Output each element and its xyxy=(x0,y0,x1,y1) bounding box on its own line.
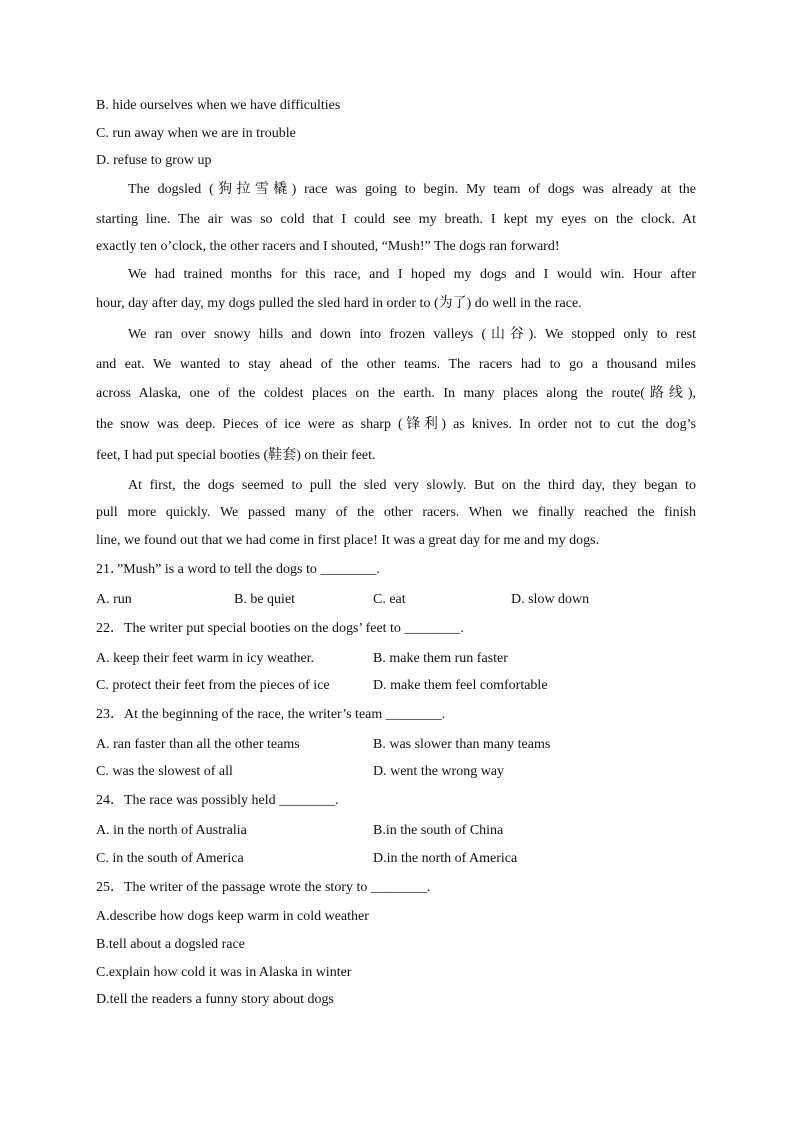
question-stem: 25．The writer of the passage wrote the story to ________. xyxy=(96,880,431,895)
option-b: B. be quiet xyxy=(234,592,296,607)
passage-line: At first, the dogs seemed to pull the sled very slowly. But on the third day, they began to xyxy=(128,478,696,493)
option-a: A. run xyxy=(96,592,132,607)
option-c: C. was the slowest of all xyxy=(96,764,233,779)
passage-line: The dogsled (狗拉雪橇) race was going to begin. My team of dogs was already at the xyxy=(128,182,696,197)
passage-line: hour, day after day, my dogs pulled the sled hard in order to (为了) do well in the race. xyxy=(96,296,582,311)
option-d: D.tell the readers a funny story about dogs xyxy=(96,992,334,1007)
prev-option-d: D. refuse to grow up xyxy=(96,153,212,168)
passage-line: pull more quickly. We passed many of the other racers. When we finally reached the finish xyxy=(96,505,696,520)
option-c: C. in the south of America xyxy=(96,851,244,866)
option-c: C. protect their feet from the pieces of ice xyxy=(96,678,330,693)
option-c: C. eat xyxy=(373,592,406,607)
question-stem: 21．”Mush” is a word to tell the dogs to ________. xyxy=(96,562,380,577)
prev-option-c: C. run away when we are in trouble xyxy=(96,126,296,141)
passage-line: We had trained months for this race, and I hoped my dogs and I would win. Hour after xyxy=(128,267,696,282)
passage-line: and eat. We wanted to stay ahead of the other teams. The racers had to go a thousand miles xyxy=(96,357,696,372)
passage-line: the snow was deep. Pieces of ice were as sharp (锋利) as knives. In order not to cut the dog’s xyxy=(96,417,696,432)
question-stem: 22．The writer put special booties on the dogs’ feet to ________. xyxy=(96,621,464,636)
passage-line: line, we found out that we had come in first place! It was a great day for me and my dogs. xyxy=(96,533,600,548)
passage-line: exactly ten o’clock, the other racers and I shouted, “Mush!” The dogs ran forward! xyxy=(96,239,560,254)
question-stem: 23．At the beginning of the race, the writer’s team ________. xyxy=(96,707,446,722)
option-d: D. went the wrong way xyxy=(373,764,505,779)
option-c: C.explain how cold it was in Alaska in winter xyxy=(96,965,352,980)
option-d: D.in the north of America xyxy=(373,851,518,866)
option-d: D. make them feel comfortable xyxy=(373,678,548,693)
option-d: D. slow down xyxy=(511,592,590,607)
option-b: B.in the south of China xyxy=(373,823,504,838)
question-stem: 24．The race was possibly held ________. xyxy=(96,793,339,808)
option-b: B.tell about a dogsled race xyxy=(96,937,245,952)
passage-line: starting line. The air was so cold that I could see my breath. I kept my eyes on the clock. At xyxy=(96,212,696,227)
option-a: A. in the north of Australia xyxy=(96,823,247,838)
option-b: B. make them run faster xyxy=(373,651,508,666)
prev-option-b: B. hide ourselves when we have difficulties xyxy=(96,98,341,113)
option-b: B. was slower than many teams xyxy=(373,737,551,752)
option-a: A.describe how dogs keep warm in cold weather xyxy=(96,909,369,924)
passage-line: We ran over snowy hills and down into frozen valleys (山谷). We stopped only to rest xyxy=(128,327,696,342)
option-a: A. keep their feet warm in icy weather. xyxy=(96,651,315,666)
option-a: A. ran faster than all the other teams xyxy=(96,737,300,752)
passage-line: across Alaska, one of the coldest places on the earth. In many places along the route(路线), xyxy=(96,386,696,401)
passage-line: feet, I had put special booties (鞋套) on their feet. xyxy=(96,448,376,463)
